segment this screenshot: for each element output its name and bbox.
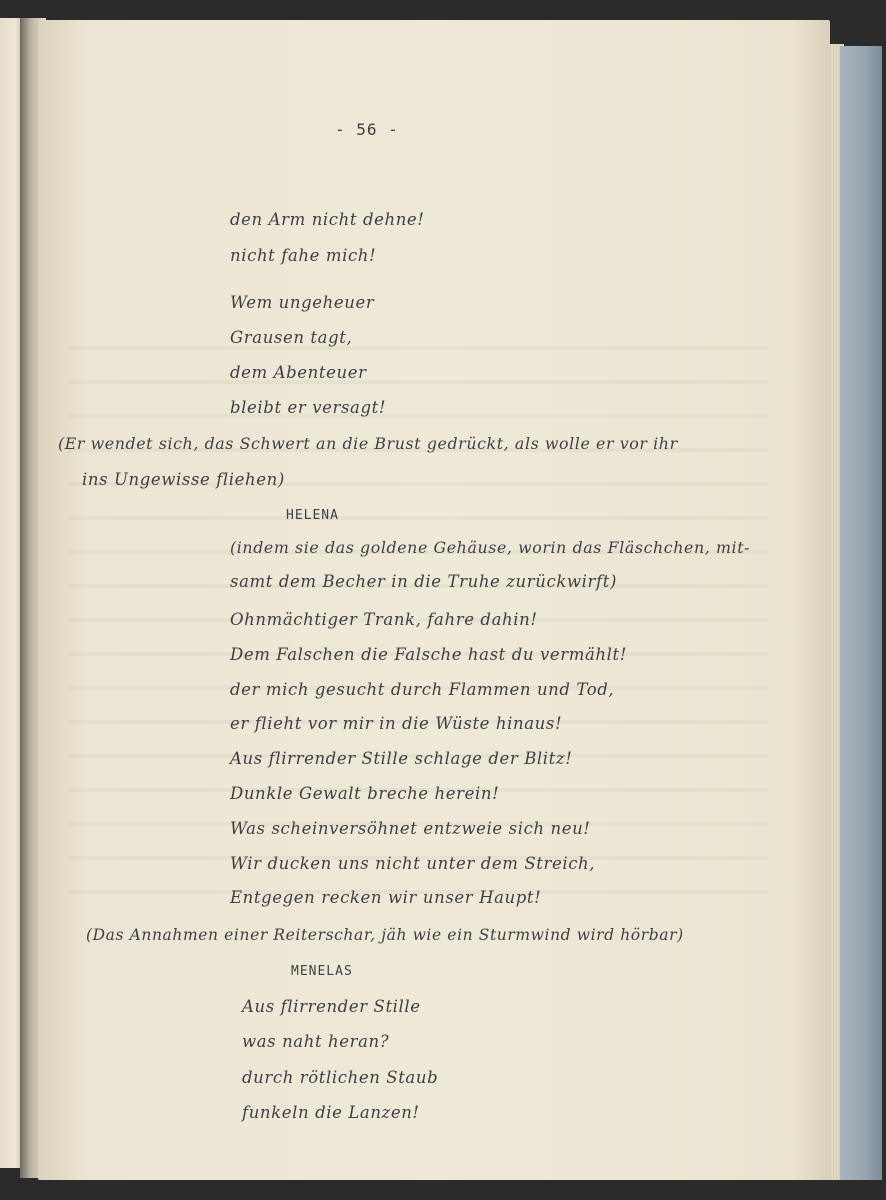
text-line: Dunkle Gewalt breche herein! — [230, 784, 500, 803]
text-line: Entgegen recken wir unser Haupt! — [230, 888, 542, 907]
speaker-name: HELENA — [286, 508, 339, 523]
text-line: Was scheinversöhnet entzweie sich neu! — [230, 819, 591, 838]
text-line: nicht fahe mich! — [230, 246, 377, 265]
speaker-name: MENELAS — [291, 964, 353, 979]
text-line: Wem ungeheuer — [230, 293, 375, 312]
text-line: durch rötlichen Staub — [242, 1068, 439, 1087]
text-line: was naht heran? — [242, 1032, 390, 1051]
text-line: Ohnmächtiger Trank, fahre dahin! — [230, 610, 538, 629]
text-line: dem Abenteuer — [230, 363, 367, 382]
manuscript-page — [38, 20, 830, 1180]
text-line: bleibt er versagt! — [230, 398, 387, 417]
text-line: den Arm nicht dehne! — [230, 210, 425, 229]
page-number: - 56 - — [335, 120, 399, 139]
text-line: Dem Falschen die Falsche hast du vermählt! — [230, 645, 627, 664]
stage-direction: (Das Annahmen einer Reiterschar, jäh wie ein Sturmwind wird hörbar) — [86, 926, 684, 944]
stage-direction: ins Ungewisse fliehen) — [82, 470, 285, 489]
text-line: er flieht vor mir in die Wüste hinaus! — [230, 714, 563, 733]
text-line: funkeln die Lanzen! — [242, 1103, 420, 1122]
text-line: Grausen tagt, — [230, 328, 353, 347]
text-line: Aus flirrender Stille schlage der Blitz! — [230, 749, 573, 768]
stage-direction: (Er wendet sich, das Schwert an die Brust gedrückt, als wolle er vor ihr — [58, 434, 678, 453]
book-cover-edge — [840, 46, 882, 1180]
text-line: Wir ducken uns nicht unter dem Streich, — [230, 854, 596, 873]
text-line: Aus flirrender Stille — [242, 997, 421, 1016]
text-line: der mich gesucht durch Flammen und Tod, — [230, 680, 615, 699]
left-page-edge — [0, 18, 22, 1168]
stage-direction: samt dem Becher in die Truhe zurückwirft) — [230, 572, 617, 591]
stage-direction: (indem sie das goldene Gehäuse, worin das Fläschchen, mit- — [230, 538, 751, 557]
